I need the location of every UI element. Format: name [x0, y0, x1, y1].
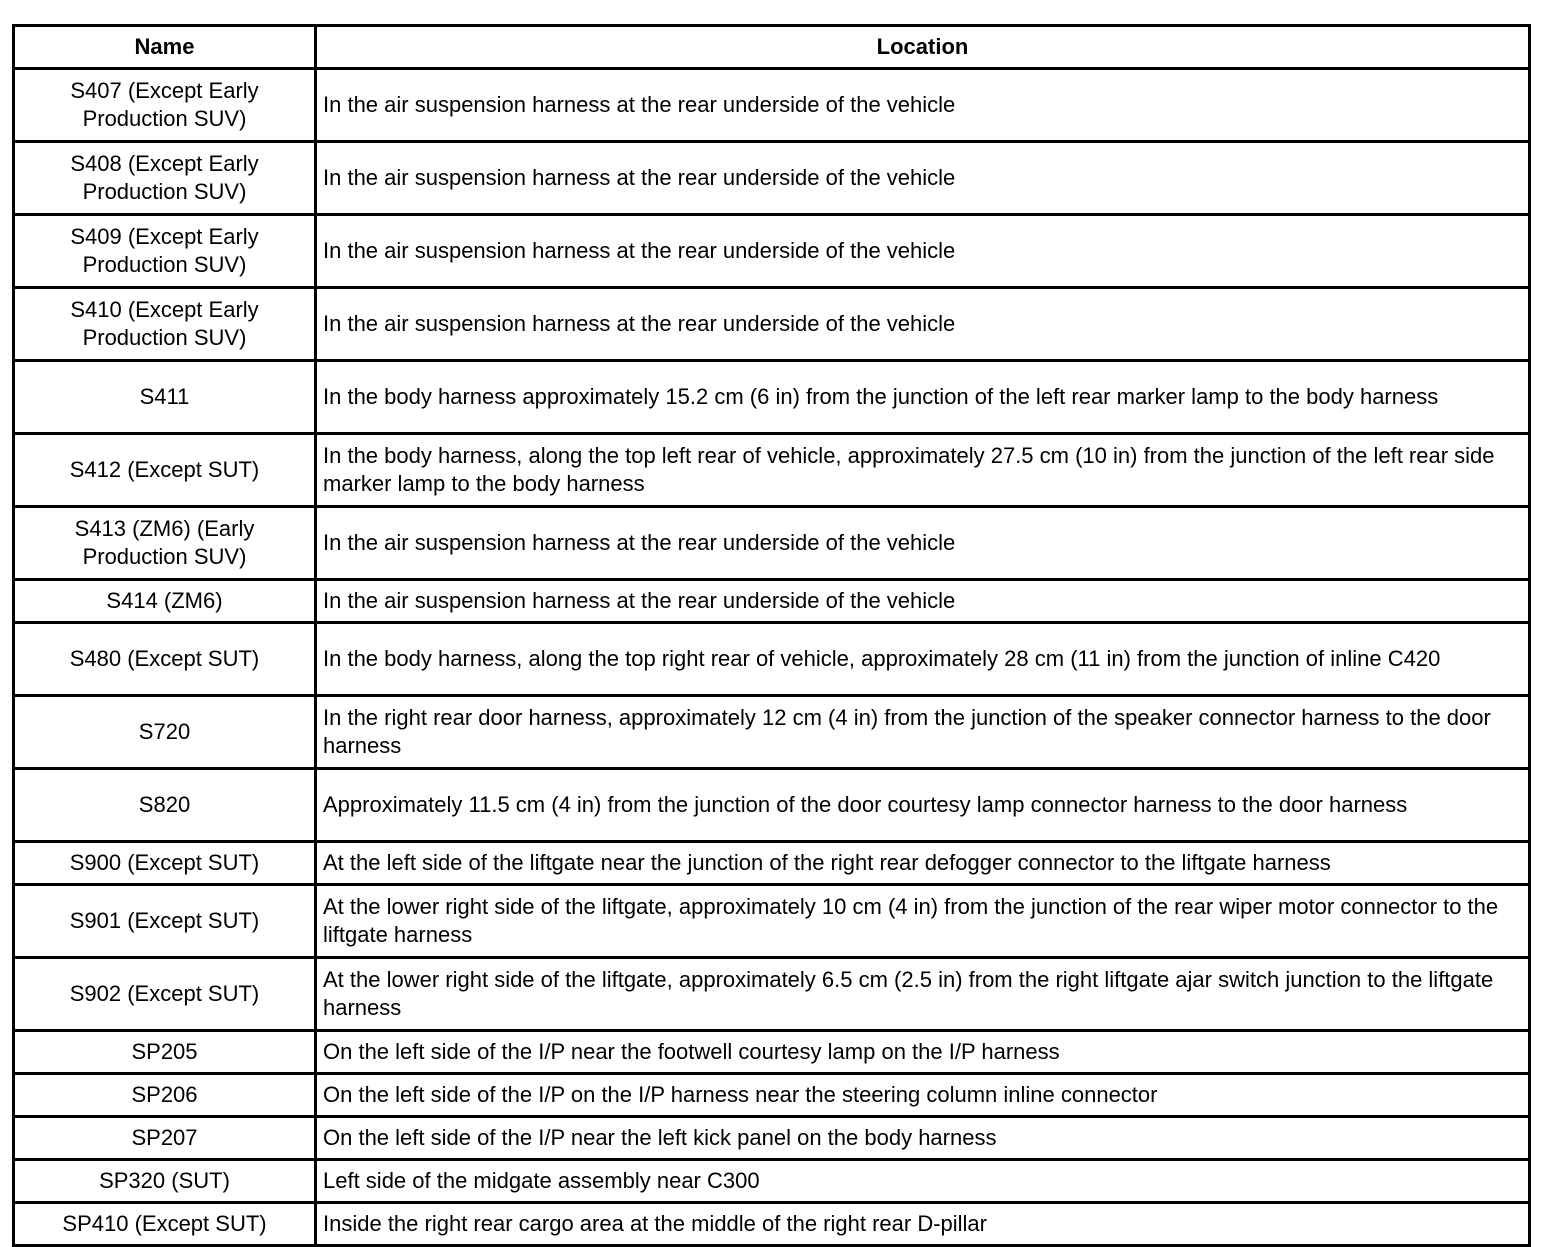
splice-name-cell: SP205 — [14, 1031, 316, 1074]
splice-name-cell: S408 (Except Early Production SUV) — [14, 142, 316, 215]
splice-name-cell: S900 (Except SUT) — [14, 842, 316, 885]
table-header-row — [14, 26, 1530, 69]
table-row — [14, 1031, 1530, 1074]
table-row — [14, 361, 1530, 434]
column-header-name: Name — [14, 26, 316, 69]
splice-name-cell: S410 (Except Early Production SUV) — [14, 288, 316, 361]
table-row — [14, 769, 1530, 842]
table-row — [14, 1117, 1530, 1160]
table-row — [14, 885, 1530, 958]
table-row — [14, 507, 1530, 580]
table-row — [14, 1160, 1530, 1203]
splice-name-cell: SP207 — [14, 1117, 316, 1160]
splice-location-cell: In the body harness, along the top right rear of vehicle, approximately 28 cm (11 in) from the junction of inline C420 — [316, 623, 1530, 696]
splice-name-cell: S902 (Except SUT) — [14, 958, 316, 1031]
splice-location-cell: In the air suspension harness at the rear underside of the vehicle — [316, 580, 1530, 623]
splice-name-cell: S820 — [14, 769, 316, 842]
table-row — [14, 623, 1530, 696]
splice-name-cell: SP410 (Except SUT) — [14, 1203, 316, 1246]
table-row — [14, 696, 1530, 769]
splice-location-cell: In the air suspension harness at the rear underside of the vehicle — [316, 507, 1530, 580]
splice-location-cell: Approximately 11.5 cm (4 in) from the junction of the door courtesy lamp connector harness to the door harness — [316, 769, 1530, 842]
splice-name-cell: S407 (Except Early Production SUV) — [14, 69, 316, 142]
splice-location-cell: On the left side of the I/P near the footwell courtesy lamp on the I/P harness — [316, 1031, 1530, 1074]
splice-name-cell: S480 (Except SUT) — [14, 623, 316, 696]
table-row — [14, 142, 1530, 215]
splice-location-cell: Inside the right rear cargo area at the middle of the right rear D-pillar — [316, 1203, 1530, 1246]
splice-name-cell: S411 — [14, 361, 316, 434]
column-header-location: Location — [316, 26, 1530, 69]
table-row — [14, 434, 1530, 507]
splice-location-table — [12, 24, 1531, 1247]
splice-location-cell: At the lower right side of the liftgate, approximately 6.5 cm (2.5 in) from the right liftgate ajar switch junction to the liftgate harness — [316, 958, 1530, 1031]
splice-location-cell: In the right rear door harness, approximately 12 cm (4 in) from the junction of the speaker connector harness to the door harness — [316, 696, 1530, 769]
splice-name-cell: SP320 (SUT) — [14, 1160, 316, 1203]
splice-name-cell: S412 (Except SUT) — [14, 434, 316, 507]
splice-name-cell: S409 (Except Early Production SUV) — [14, 215, 316, 288]
table-row — [14, 1074, 1530, 1117]
splice-name-cell: S414 (ZM6) — [14, 580, 316, 623]
splice-location-cell: At the lower right side of the liftgate, approximately 10 cm (4 in) from the junction of the rear wiper motor connector to the liftgate harness — [316, 885, 1530, 958]
splice-location-cell: Left side of the midgate assembly near C300 — [316, 1160, 1530, 1203]
splice-location-cell: In the air suspension harness at the rear underside of the vehicle — [316, 288, 1530, 361]
splice-location-cell: In the body harness, along the top left rear of vehicle, approximately 27.5 cm (10 in) from the junction of the left rear side marker lamp to the body harness — [316, 434, 1530, 507]
splice-location-cell: In the body harness approximately 15.2 cm (6 in) from the junction of the left rear marker lamp to the body harness — [316, 361, 1530, 434]
table-row — [14, 288, 1530, 361]
splice-location-table-container — [12, 24, 1528, 1247]
splice-name-cell: S901 (Except SUT) — [14, 885, 316, 958]
splice-location-cell: On the left side of the I/P near the left kick panel on the body harness — [316, 1117, 1530, 1160]
table-row — [14, 958, 1530, 1031]
splice-name-cell: S720 — [14, 696, 316, 769]
table-row — [14, 69, 1530, 142]
table-row — [14, 842, 1530, 885]
splice-location-cell: In the air suspension harness at the rear underside of the vehicle — [316, 215, 1530, 288]
splice-location-cell: In the air suspension harness at the rear underside of the vehicle — [316, 69, 1530, 142]
table-row — [14, 215, 1530, 288]
splice-location-cell: In the air suspension harness at the rear underside of the vehicle — [316, 142, 1530, 215]
splice-location-cell: On the left side of the I/P on the I/P harness near the steering column inline connector — [316, 1074, 1530, 1117]
splice-name-cell: S413 (ZM6) (Early Production SUV) — [14, 507, 316, 580]
table-row — [14, 580, 1530, 623]
splice-name-cell: SP206 — [14, 1074, 316, 1117]
table-row — [14, 1203, 1530, 1246]
splice-location-cell: At the left side of the liftgate near the junction of the right rear defogger connector to the liftgate harness — [316, 842, 1530, 885]
